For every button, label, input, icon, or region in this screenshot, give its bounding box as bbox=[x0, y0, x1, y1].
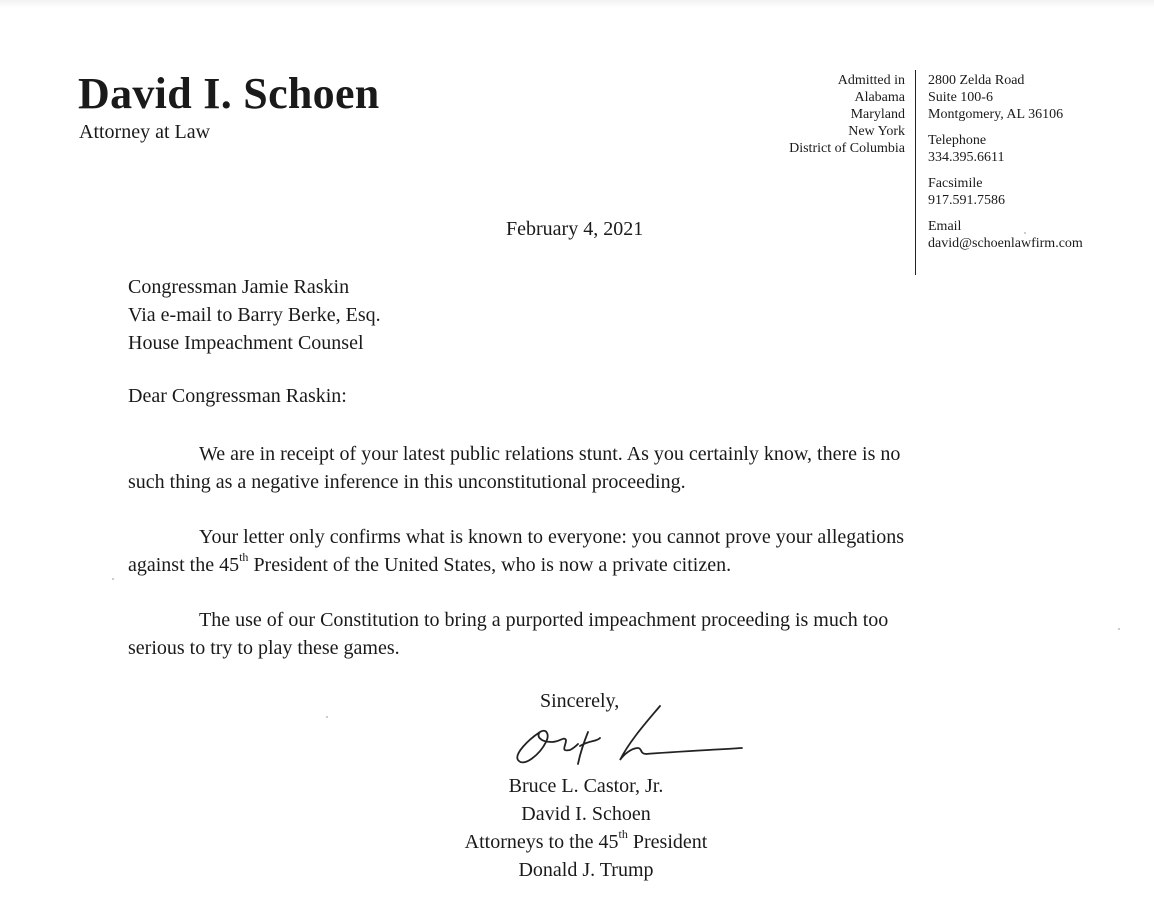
scan-edge bbox=[0, 0, 1154, 8]
paragraph-line: The use of our Constitution to bring a purported impeachment proceeding is much too bbox=[199, 609, 889, 631]
paragraph-text: against the 45 bbox=[128, 554, 240, 576]
scan-speck bbox=[326, 716, 328, 718]
scan-speck bbox=[112, 578, 114, 580]
address-line: Suite 100-6 bbox=[928, 90, 993, 105]
signer-name: David I. Schoen bbox=[521, 803, 651, 825]
addressee-line: Congressman Jamie Raskin bbox=[128, 276, 350, 298]
ordinal-suffix: th bbox=[239, 550, 249, 565]
telephone-number: 334.395.6611 bbox=[928, 150, 1005, 165]
email-block bbox=[928, 218, 1083, 252]
admitted-state: New York bbox=[848, 124, 905, 139]
telephone-label: Telephone bbox=[928, 133, 987, 148]
admitted-state: Alabama bbox=[854, 90, 905, 105]
ordinal-suffix: th bbox=[618, 827, 628, 842]
address-block bbox=[928, 72, 1083, 123]
contact-block bbox=[928, 72, 1083, 261]
admitted-in-label: Admitted in bbox=[837, 73, 905, 88]
addressee-block bbox=[128, 273, 381, 357]
signer-role bbox=[386, 828, 786, 856]
body-paragraph-3 bbox=[128, 606, 1048, 662]
letterhead-name: David I. Schoen bbox=[78, 69, 380, 118]
addressee-line: House Impeachment Counsel bbox=[128, 332, 364, 354]
signer-role-text: President bbox=[627, 831, 708, 853]
paragraph-line: Your letter only confirms what is known to everyone: you cannot prove your allegations bbox=[199, 526, 905, 548]
admitted-state: Maryland bbox=[850, 107, 905, 122]
client-name: Donald J. Trump bbox=[518, 859, 654, 881]
signers-block bbox=[386, 772, 786, 884]
facsimile-block bbox=[928, 175, 1083, 209]
letterhead-divider bbox=[915, 70, 916, 275]
salutation: Dear Congressman Raskin: bbox=[128, 385, 347, 407]
closing: Sincerely, bbox=[540, 690, 620, 712]
email-label: Email bbox=[928, 219, 962, 234]
handwritten-signature bbox=[500, 702, 750, 782]
admitted-state: District of Columbia bbox=[789, 141, 905, 156]
paragraph-line: serious to try to play these games. bbox=[128, 637, 400, 659]
paragraph-line bbox=[128, 551, 1048, 579]
letterhead-title: Attorney at Law bbox=[79, 121, 211, 143]
admitted-in-list bbox=[789, 72, 905, 157]
paragraph-line: We are in receipt of your latest public relations stunt. As you certainly know, there is no bbox=[199, 443, 901, 465]
addressee-line: Via e-mail to Barry Berke, Esq. bbox=[128, 304, 381, 326]
address-line: 2800 Zelda Road bbox=[928, 73, 1025, 88]
address-line: Montgomery, AL 36106 bbox=[928, 107, 1064, 122]
scan-speck bbox=[1024, 232, 1026, 234]
facsimile-label: Facsimile bbox=[928, 176, 983, 191]
scan-speck bbox=[1118, 628, 1120, 630]
paragraph-line: such thing as a negative inference in this unconstitutional proceeding. bbox=[128, 471, 686, 493]
body-paragraph-1 bbox=[128, 440, 1048, 496]
letter-date: February 4, 2021 bbox=[506, 218, 644, 240]
paragraph-text: President of the United States, who is now a private citizen. bbox=[248, 554, 732, 576]
facsimile-number: 917.591.7586 bbox=[928, 193, 1005, 208]
signer-role-text: Attorneys to the 45 bbox=[464, 831, 619, 853]
body-paragraph-2 bbox=[128, 523, 1048, 579]
signer-name: Bruce L. Castor, Jr. bbox=[508, 775, 664, 797]
email-address: david@schoenlawfirm.com bbox=[928, 236, 1083, 251]
telephone-block bbox=[928, 132, 1083, 166]
